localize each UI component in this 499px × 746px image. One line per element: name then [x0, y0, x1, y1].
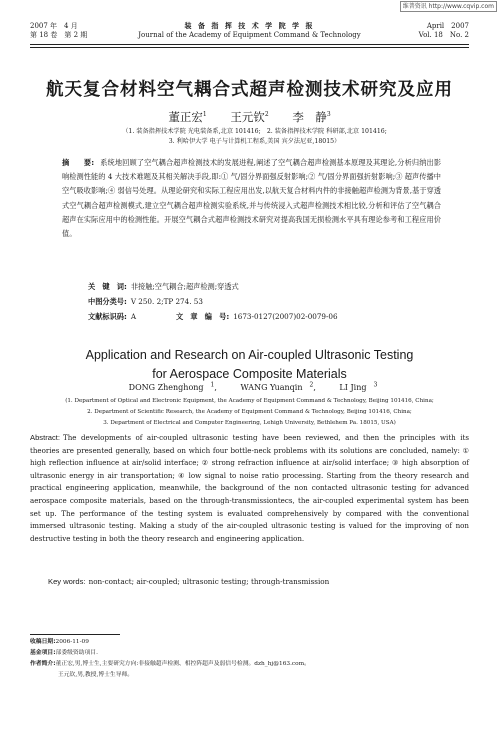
- journal-name-en: Journal of the Academy of Equipment Command & Technology: [138, 31, 361, 39]
- author-en: LI Jing $^3$: [339, 381, 378, 392]
- footnotes: [30, 637, 469, 681]
- abstract-cn-label: 摘 要:: [62, 158, 95, 167]
- authors-en: [0, 381, 499, 392]
- author-cn: 李 静$^3$: [292, 110, 331, 124]
- affiliation-line: (1. Department of Optical and Electronic Equipment, the Academy of Equipment Command & Technology, Beijing 101416, China;: [65, 398, 434, 404]
- header-volume-cn: 第 18 卷 第 2 期: [30, 31, 88, 39]
- footnote-rule: [30, 634, 120, 635]
- author-bio: 作者简介:董正宏,男,博士生,主要研究方向:非接触超声检测、相控阵超声及弱信号检测。dzh_hj@163.com。: [30, 661, 310, 667]
- header-right: [419, 22, 469, 40]
- affiliation-line: 2. Department of Scientific Research, the Academy of Equipment Command & Technology, Beijing 101416, China;: [87, 409, 412, 415]
- doc-code-row: 文献标识码: A 文 章 编 号: 1673-0127(2007)02-0079-06: [88, 312, 338, 321]
- abstract-en-text: The developments of air-coupled ultrasonic testing have been reviewed, and then the principles with its theories are presented generally, based on which four bottle-neck problems with its solutions are concluded, namely: ① high reflection influence at air/solid interface; ② strong refraction influence at air/solid interface; ③ high absorption of ultrasonic energy in air transportation; ④ low signal to noise ratio processing. Starting from the theory research and practical engineering application, meanwhile, the background of the non contacted ultrasonic testing for advanced aerospace composite materials, based on the through-transmissiontecs, the air-coupled experimental system has been set up. The performance of the testing system is evaluated comprehensively by compared with the conventional immersed ultrasonic testing. Making a study of the air-coupled ultrasonic testing is valued for the improving of non destructive testing in both the theory research and engineering application.: [30, 433, 469, 543]
- keywords-en: [48, 577, 469, 586]
- abstract-cn-text: 系统地回顾了空气耦合超声检测技术的发展进程,阐述了空气耦合超声检测基本原理及其理论,分析归纳出影响检测性能的 4 大技术难题及其相关解决手段,即:① 气/固分界面强反射影响;② 气/固分界面强折射影响;③ 超声传播中空气吸收影响;④ 弱信号处理。从理论研究和实际工程应用出发,以航天复合材料内件的非接触超声检测为背景,基于穿透式空气耦合超声检测模式,建立空气耦合超声检测实验系统,并与传统浸入式超声检测技术相比较,分析和评估了空气耦合超声在实际应用中的检测性能。开展空气耦合式超声检测技术研究对提高我国无损检测水平具有理论参考和工程应用价值。: [62, 158, 442, 239]
- affiliations-cn: [70, 127, 439, 146]
- affiliations-en: [30, 396, 469, 429]
- abstract-cn: [62, 156, 441, 241]
- journal-header: [30, 22, 469, 50]
- affiliation-line: （1. 装备指挥技术学院 光电装备系,北京 101416; 2. 装备指挥技术学院 科研部,北京 101416;: [122, 128, 387, 135]
- author-bio-2: 王元钦,男,教授,博士生导师。: [58, 672, 134, 678]
- received-date: 收稿日期:2006-11-09: [30, 639, 89, 645]
- keywords-en-text: non-contact; air-coupled; ultrasonic testing; through-transmission: [88, 577, 330, 586]
- paper-title-cn: 航天复合材料空气耦合式超声检测技术研究及应用: [46, 80, 453, 100]
- header-month: April 2007: [426, 22, 469, 30]
- journal-name-cn: 装 备 指 挥 技 术 学 院 学 报: [184, 22, 315, 30]
- header-center: [30, 22, 469, 40]
- fund-info: 基金项目:部委级资助项目.: [30, 650, 98, 656]
- author-en: WANG Yuanqin $^2$,: [240, 381, 316, 392]
- header-date: 2007 年 4 月: [30, 22, 78, 30]
- clc-number: 中图分类号: V 250. 2;TP 274. 53: [88, 297, 203, 306]
- abstract-en: [30, 432, 469, 545]
- abstract-en-label: Abstract:: [30, 433, 60, 442]
- author-cn: 王元钦$^2$: [230, 110, 269, 124]
- keywords-cn: 关 键 词: 非接触;空气耦合;超声检测;穿透式: [88, 282, 239, 291]
- keywords-en-label: Key words:: [48, 577, 86, 586]
- watermark: 维普资讯 http://www.cqvip.com: [400, 1, 497, 12]
- affiliation-line: 3. Department of Electrical and Computer Engineering, Lehigh University, Bethlehem Pa. 18015, USA): [103, 420, 396, 426]
- affiliation-line: 3. 利哈伊大学 电子与计算机工程系,美国 宾夕法尼亚,18015）: [168, 137, 341, 145]
- article-meta-cn: [88, 279, 441, 324]
- header-rule-thick: [30, 44, 469, 45]
- authors-cn: [0, 109, 499, 125]
- header-volume-en: Vol. 18 No. 2: [418, 31, 469, 39]
- author-cn: 董正宏$^1$: [168, 110, 207, 124]
- author-en: DONG Zhenghong $^1$,: [128, 381, 217, 392]
- paper-title-en: Application and Research on Air-coupled Ultrasonic Testing for Aerospace Composite Materials: [85, 348, 414, 381]
- header-rule-thin: [30, 47, 469, 48]
